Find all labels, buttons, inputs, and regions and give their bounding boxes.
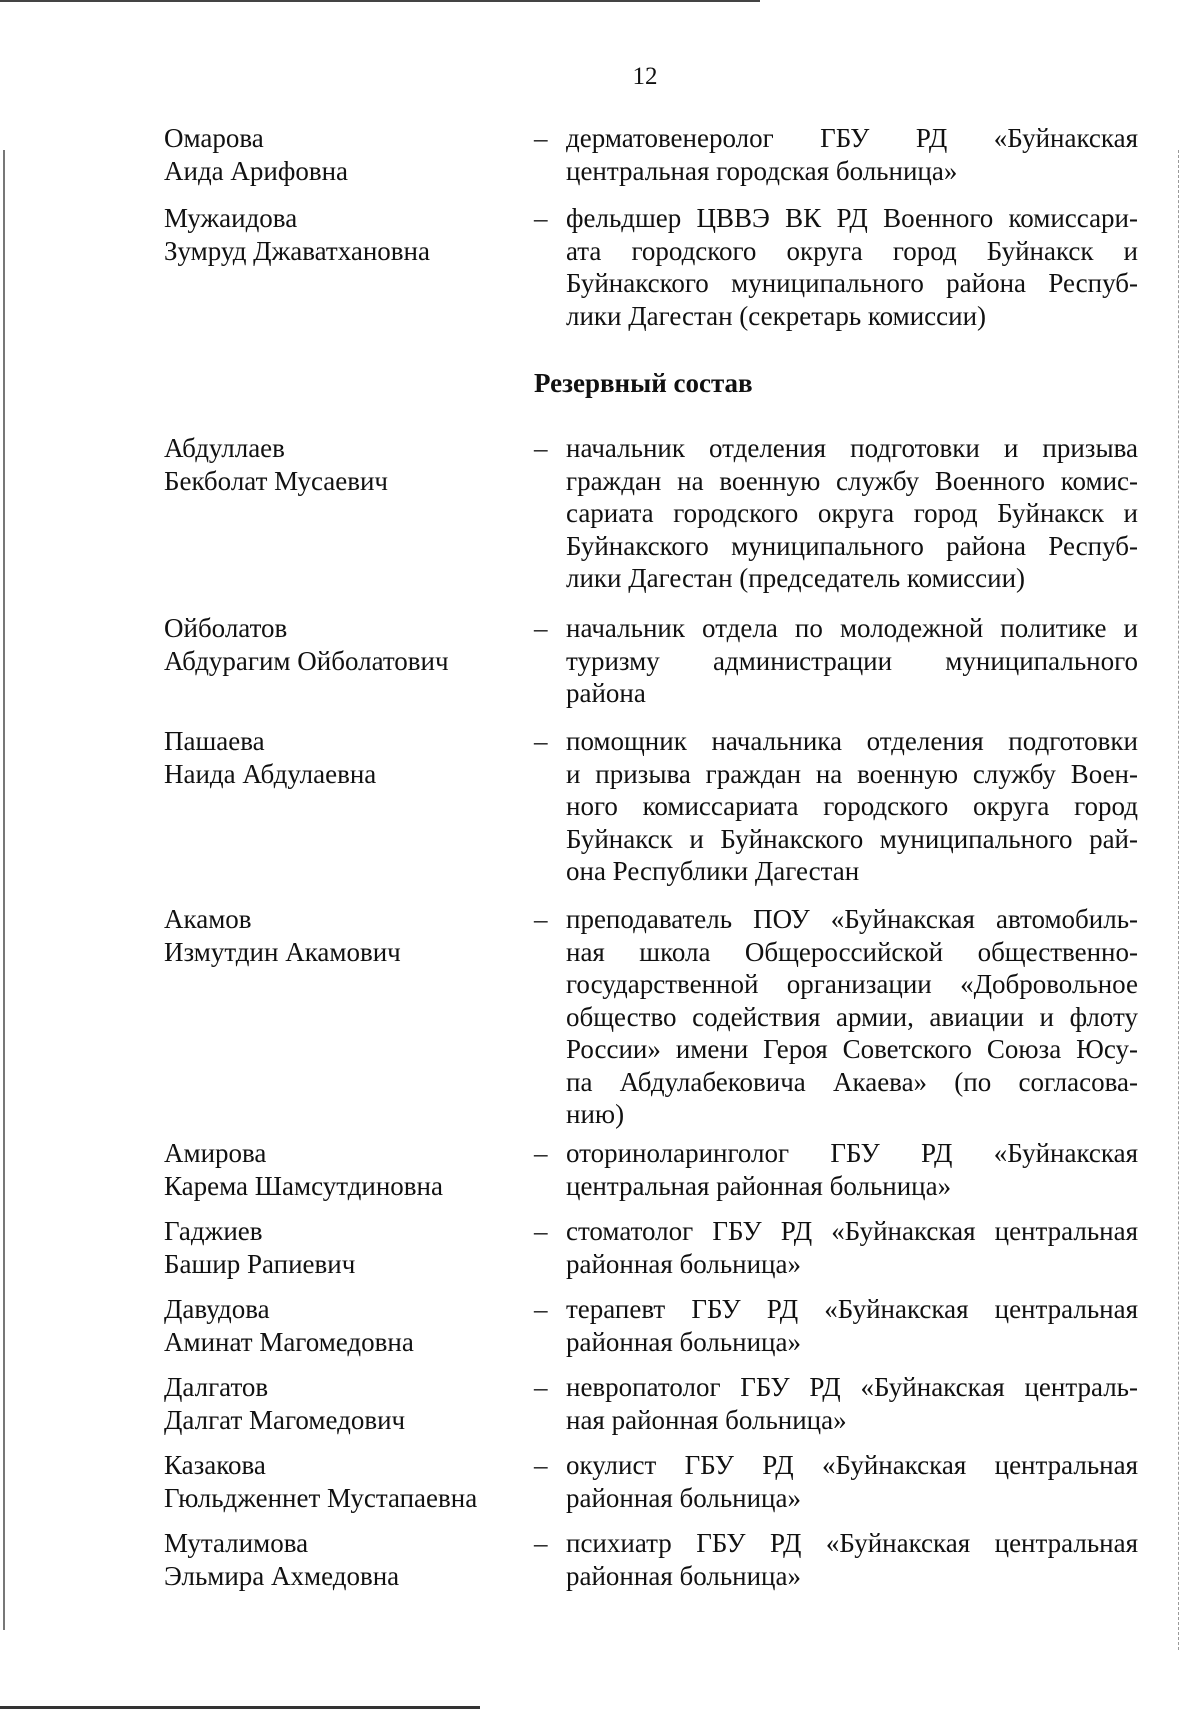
position-line: фельдшер ЦВВЭ ВК РД Военного комиссари- xyxy=(566,203,1138,233)
dash-separator: – xyxy=(534,904,548,934)
member-surname: Давудова xyxy=(164,1294,270,1324)
scan-edge-top xyxy=(0,0,760,2)
member-name xyxy=(164,903,524,968)
member-given-name: Гюльдженнет Мустапаевна xyxy=(164,1482,478,1513)
member-position xyxy=(566,432,1138,595)
position-line: и призыва граждан на военную службу Воен- xyxy=(566,758,1138,789)
dash-separator: – xyxy=(534,726,548,756)
member-given-name: Наида Абдулаевна xyxy=(164,758,377,789)
member-name xyxy=(164,1527,524,1592)
member-position xyxy=(566,725,1138,888)
member-surname: Далгатов xyxy=(164,1372,269,1402)
position-line: дерматовенеролог ГБУ РД «Буйнакская xyxy=(566,123,1138,153)
position-line: Буйнакского муниципального района Респуб- xyxy=(566,268,1138,298)
member-given-name: Башир Рапиевич xyxy=(164,1248,356,1279)
member-name xyxy=(164,1371,524,1436)
dash-separator: – xyxy=(534,203,548,233)
member-surname: Пашаева xyxy=(164,726,265,756)
position-line: психиатр ГБУ РД «Буйнакская центральная xyxy=(566,1528,1138,1558)
scan-edge-right xyxy=(1178,150,1180,1650)
position-line: па Абдулабековича Акаева» (по согласова- xyxy=(566,1066,1138,1097)
member-surname: Казакова xyxy=(164,1450,266,1480)
member-position xyxy=(566,122,1138,187)
dash-separator: – xyxy=(534,1372,548,1402)
member-name xyxy=(164,202,524,267)
position-line: районная больница» xyxy=(566,1482,801,1513)
member-position xyxy=(566,612,1138,710)
member-position xyxy=(566,1527,1138,1592)
position-line: общество содействия армии, авиации и флоту xyxy=(566,1001,1138,1032)
member-position xyxy=(566,1449,1138,1514)
position-line: ного комиссариата городского округа город xyxy=(566,791,1138,821)
member-given-name: Эльмира Ахмедовна xyxy=(164,1560,400,1591)
position-line: нию) xyxy=(566,1099,625,1129)
member-given-name: Абдурагим Ойболатович xyxy=(164,645,449,676)
position-line: центральная районная больница» xyxy=(566,1170,952,1201)
member-position xyxy=(566,903,1138,1131)
dash-separator: – xyxy=(534,1138,548,1168)
position-line: оториноларинголог ГБУ РД «Буйнакская xyxy=(566,1138,1138,1168)
member-position xyxy=(566,1137,1138,1202)
member-surname: Гаджиев xyxy=(164,1216,263,1246)
position-line: Буйнакск и Буйнакского муниципального рай- xyxy=(566,823,1138,854)
position-line: помощник начальника отделения подготовки xyxy=(566,726,1138,756)
member-given-name: Зумруд Джаватхановна xyxy=(164,235,430,266)
dash-separator: – xyxy=(534,433,548,463)
position-line: терапевт ГБУ РД «Буйнакская центральная xyxy=(566,1294,1138,1324)
member-name xyxy=(164,612,524,677)
position-line: районная больница» xyxy=(566,1326,801,1357)
position-line: начальник отдела по молодежной политике и xyxy=(566,613,1138,643)
scan-edge-left xyxy=(3,150,5,1630)
position-line: сариата городского округа город Буйнакск и xyxy=(566,498,1138,528)
position-line: района xyxy=(566,678,646,708)
position-line: стоматолог ГБУ РД «Буйнакская центральная xyxy=(566,1216,1138,1246)
member-position xyxy=(566,1293,1138,1358)
position-line: государственной организации «Добровольное xyxy=(566,969,1138,999)
dash-separator: – xyxy=(534,1216,548,1246)
member-given-name: Бекболат Мусаевич xyxy=(164,465,389,496)
position-line: лики Дагестан (председатель комиссии) xyxy=(566,563,1026,593)
member-name xyxy=(164,1137,524,1202)
member-surname: Омарова xyxy=(164,123,264,153)
member-name xyxy=(164,1215,524,1280)
member-surname: Муталимова xyxy=(164,1528,309,1558)
member-given-name: Аминат Магомедовна xyxy=(164,1326,414,1357)
member-surname: Ойболатов xyxy=(164,613,288,643)
member-name xyxy=(164,725,524,790)
section-title: Резервный состав xyxy=(534,368,753,398)
position-line: начальник отделения подготовки и призыва xyxy=(566,433,1138,463)
page-number: 12 xyxy=(632,63,658,90)
position-line: невропатолог ГБУ РД «Буйнакская централь- xyxy=(566,1372,1138,1402)
position-line: районная больница» xyxy=(566,1248,801,1279)
member-name xyxy=(164,122,524,187)
position-line: она Республики Дагестан xyxy=(566,856,860,886)
position-line: туризму администрации муниципального xyxy=(566,645,1138,676)
dash-separator: – xyxy=(534,1294,548,1324)
member-given-name: Далгат Магомедович xyxy=(164,1404,406,1435)
member-name xyxy=(164,1293,524,1358)
position-line: ата городского округа город Буйнакск и xyxy=(566,235,1138,266)
member-position xyxy=(566,1371,1138,1436)
position-line: ная школа Общероссийской общественно- xyxy=(566,936,1138,967)
position-line: преподаватель ПОУ «Буйнакская автомобиль- xyxy=(566,904,1138,934)
member-surname: Амирова xyxy=(164,1138,267,1168)
position-line: ная районная больница» xyxy=(566,1404,847,1435)
dash-separator: – xyxy=(534,1450,548,1480)
dash-separator: – xyxy=(534,613,548,643)
member-surname: Абдуллаев xyxy=(164,433,285,463)
position-line: граждан на военную службу Военного комис- xyxy=(566,465,1138,496)
member-given-name: Измутдин Акамович xyxy=(164,936,401,967)
member-surname: Акамов xyxy=(164,904,252,934)
position-line: центральная городская больница» xyxy=(566,155,958,186)
dash-separator: – xyxy=(534,1528,548,1558)
member-position xyxy=(566,202,1138,332)
dash-separator: – xyxy=(534,123,548,153)
member-name xyxy=(164,432,524,497)
member-name xyxy=(164,1449,524,1514)
position-line: лики Дагестан (секретарь комиссии) xyxy=(566,300,987,331)
member-position xyxy=(566,1215,1138,1280)
member-given-name: Карема Шамсутдиновна xyxy=(164,1170,443,1201)
position-line: России» имени Героя Советского Союза Юсу- xyxy=(566,1034,1138,1064)
position-line: окулист ГБУ РД «Буйнакская центральная xyxy=(566,1450,1138,1480)
position-line: Буйнакского муниципального района Респуб- xyxy=(566,530,1138,561)
scan-edge-bottom xyxy=(0,1706,480,1709)
member-given-name: Аида Арифовна xyxy=(164,155,349,186)
position-line: районная больница» xyxy=(566,1560,801,1591)
member-surname: Мужаидова xyxy=(164,203,298,233)
